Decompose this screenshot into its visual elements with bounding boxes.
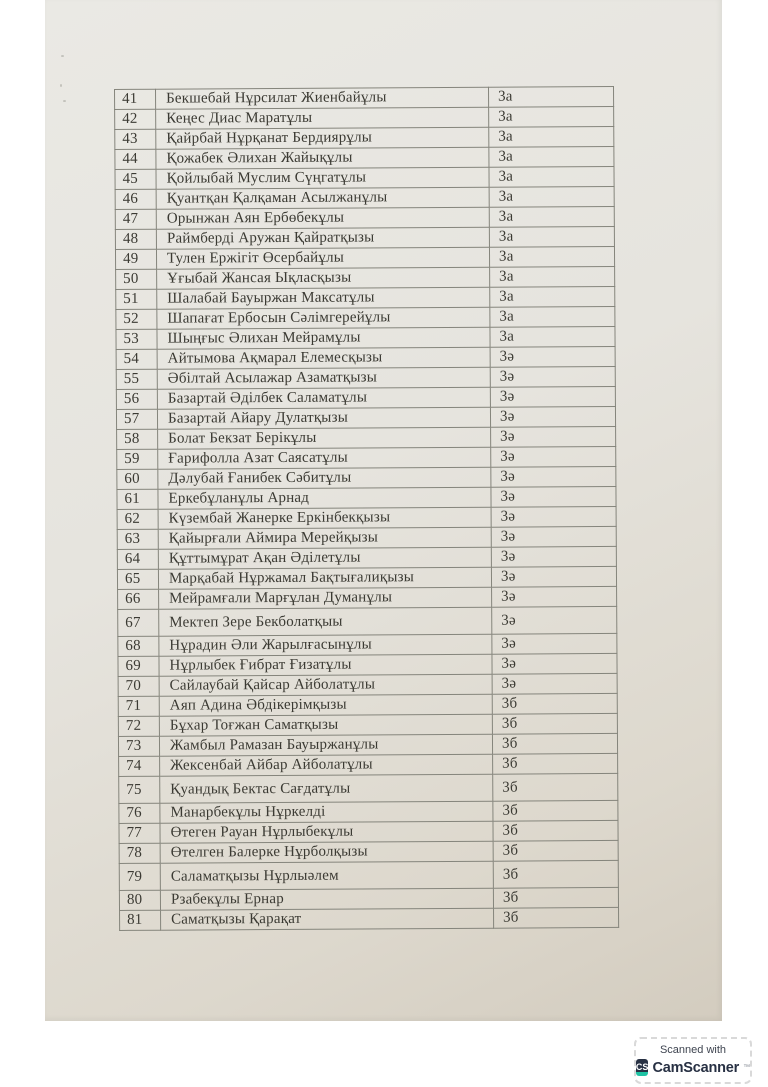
camscanner-badge[interactable] [634, 1037, 752, 1084]
row-number: 67 [118, 609, 159, 636]
student-name: Базартай Айару Дулатқызы [157, 407, 490, 429]
class-label: 3ә [491, 446, 616, 467]
row-number: 56 [116, 389, 157, 409]
row-number: 64 [117, 549, 158, 569]
row-number: 61 [117, 489, 158, 509]
class-label: 3ә [492, 606, 617, 634]
student-name: Жексенбай Айбар Айболатұлы [160, 754, 493, 776]
row-number: 60 [117, 469, 158, 489]
student-name: Нұрадин Әли Жарылғасынұлы [159, 634, 492, 656]
camscanner-logo-icon [636, 1059, 649, 1076]
student-name: Болат Бекзат Берікұлы [158, 427, 491, 449]
class-label: 3а [490, 266, 615, 287]
student-name: Мектеп Зере Бекболатқыы [159, 607, 492, 636]
class-label: 3ә [491, 566, 616, 587]
row-number: 80 [119, 890, 160, 910]
class-label: 3б [493, 840, 618, 861]
class-label: 3б [493, 887, 618, 908]
row-number: 79 [119, 863, 160, 890]
camscanner-brand-row [635, 1059, 751, 1076]
student-name: Аяп Адина Әбдікерімқызы [159, 694, 492, 716]
paper-speck [60, 84, 62, 87]
row-number: 66 [118, 589, 159, 609]
student-name: Еркебұланұлы Арнад [158, 487, 491, 509]
class-label: 3а [489, 166, 614, 187]
class-label: 3а [489, 146, 614, 167]
row-number: 81 [120, 910, 161, 930]
class-label: 3ә [492, 633, 617, 654]
student-name: Ғарифолла Азат Саясатұлы [158, 447, 491, 469]
class-label: 3а [488, 86, 613, 107]
row-number: 69 [118, 656, 159, 676]
row-number: 43 [115, 129, 156, 149]
row-number: 48 [115, 229, 156, 249]
row-number: 47 [115, 209, 156, 229]
row-number: 77 [119, 823, 160, 843]
class-label: 3б [492, 733, 617, 754]
row-number: 57 [116, 409, 157, 429]
scanned-paper [45, 0, 722, 1021]
class-label: 3б [492, 713, 617, 734]
row-number: 51 [116, 289, 157, 309]
row-number: 76 [119, 803, 160, 823]
student-name: Тулен Ержігіт Өсербайұлы [156, 247, 489, 269]
row-number: 62 [117, 509, 158, 529]
row-number: 54 [116, 349, 157, 369]
table-row [119, 773, 618, 803]
student-name: Сайлаубай Қайсар Айболатұлы [159, 674, 492, 696]
class-label: 3б [492, 693, 617, 714]
row-number: 41 [115, 89, 156, 109]
row-number: 65 [117, 569, 158, 589]
class-label: 3ә [490, 366, 615, 387]
paper-speck [63, 100, 66, 102]
class-label: 3а [489, 106, 614, 127]
student-name: Нұрлыбек Ғибрат Ғизатұлы [159, 654, 492, 676]
student-name: Күзембай Жанерке Еркінбекқызы [158, 507, 491, 529]
student-name: Саматқызы Қарақат [161, 908, 494, 930]
row-number: 55 [116, 369, 157, 389]
trademark-symbol: ™ [743, 1063, 751, 1071]
student-name: Саламатқызы Нұрлыәлем [160, 861, 493, 890]
camscanner-brand-label: CamScanner [652, 1059, 740, 1076]
student-name: Қойлыбай Муслим Сүңгатұлы [156, 167, 489, 189]
student-name: Шалабай Бауыржан Максатұлы [157, 287, 490, 309]
student-name: Қожабек Әлихан Жайықұлы [156, 147, 489, 169]
student-name: Әбілтай Асылажар Азаматқызы [157, 367, 490, 389]
row-number: 68 [118, 636, 159, 656]
table-row [119, 860, 618, 890]
class-label: 3ә [490, 346, 615, 367]
student-name: Шапағат Ербосын Сәлімгерейұлы [157, 307, 490, 329]
class-label: 3а [490, 326, 615, 347]
student-name: Қайырғали Аймира Мерейқызы [158, 527, 491, 549]
student-name: Дәлубай Ғанибек Сәбитұлы [158, 467, 491, 489]
class-label: 3б [493, 773, 618, 801]
class-label: 3а [489, 226, 614, 247]
class-label: 3ә [490, 386, 615, 407]
row-number: 53 [116, 329, 157, 349]
class-label: 3ә [490, 406, 615, 427]
row-number: 74 [119, 756, 160, 776]
row-number: 59 [117, 449, 158, 469]
student-name: Базартай Әділбек Саламатұлы [157, 387, 490, 409]
student-name: Өтелген Балерке Нұрболқызы [160, 841, 493, 863]
class-label: 3ә [491, 526, 616, 547]
class-label: 3ә [491, 546, 616, 567]
class-label: 3а [489, 186, 614, 207]
class-label: 3б [493, 800, 618, 821]
class-label: 3а [489, 126, 614, 147]
student-name: Бұхар Тоғжан Саматқызы [159, 714, 492, 736]
student-name: Жамбыл Рамазан Бауыржанұлы [159, 734, 492, 756]
class-label: 3ә [491, 506, 616, 527]
class-label: 3ә [492, 586, 617, 607]
student-name: Қуантқан Қалқаман Асылжанұлы [156, 187, 489, 209]
student-name: Орынжан Аян Ербөбекұлы [156, 207, 489, 229]
row-number: 75 [119, 776, 160, 803]
class-label: 3а [489, 206, 614, 227]
row-number: 63 [117, 529, 158, 549]
row-number: 78 [119, 843, 160, 863]
student-name: Құттымұрат Ақан Әділетұлы [158, 547, 491, 569]
row-number: 49 [115, 249, 156, 269]
class-label: 3ә [491, 466, 616, 487]
student-name: Манарбекұлы Нұркелді [160, 801, 493, 823]
row-number: 58 [117, 429, 158, 449]
class-label: 3б [493, 820, 618, 841]
row-number: 52 [116, 309, 157, 329]
class-label: 3б [493, 860, 618, 888]
student-roster-table [114, 86, 619, 931]
class-label: 3ә [491, 486, 616, 507]
class-label: 3б [494, 907, 619, 928]
class-label: 3б [493, 753, 618, 774]
row-number: 71 [118, 696, 159, 716]
class-label: 3ә [492, 673, 617, 694]
student-name: Марқабай Нұржамал Бақтығалиқызы [158, 567, 491, 589]
class-label: 3ә [492, 653, 617, 674]
table-row [120, 907, 619, 930]
row-number: 72 [118, 716, 159, 736]
student-name: Мейрамғали Марғұлан Думанұлы [159, 587, 492, 609]
class-label: 3ә [491, 426, 616, 447]
student-roster-body [115, 86, 619, 930]
student-name: Айтымова Ақмарал Елемесқызы [157, 347, 490, 369]
student-name: Өтеген Рауан Нұрлыбекұлы [160, 821, 493, 843]
class-label: 3а [489, 246, 614, 267]
row-number: 46 [115, 189, 156, 209]
student-name: Шыңғыс Әлихан Мейрамұлы [157, 327, 490, 349]
camscanner-logo-letters: CS [635, 1061, 649, 1072]
student-name: Раймберді Аружан Қайратқызы [156, 227, 489, 249]
student-name: Кеңес Диас Маратұлы [156, 107, 489, 129]
scanned-with-label: Scanned with [659, 1044, 727, 1056]
row-number: 45 [115, 169, 156, 189]
table-row [118, 606, 617, 636]
row-number: 44 [115, 149, 156, 169]
student-name: Рзабекұлы Ернар [160, 888, 493, 910]
row-number: 70 [118, 676, 159, 696]
paper-speck [61, 55, 64, 57]
student-name: Ұғыбай Жансая Ықласқызы [157, 267, 490, 289]
row-number: 42 [115, 109, 156, 129]
class-label: 3а [490, 306, 615, 327]
student-name: Қуандық Бектас Сағдатұлы [160, 774, 493, 803]
row-number: 73 [118, 736, 159, 756]
student-name: Бекшебай Нұрсилат Жиенбайұлы [156, 87, 489, 109]
student-name: Қайрбай Нұрқанат Бердиярұлы [156, 127, 489, 149]
row-number: 50 [116, 269, 157, 289]
class-label: 3а [490, 286, 615, 307]
